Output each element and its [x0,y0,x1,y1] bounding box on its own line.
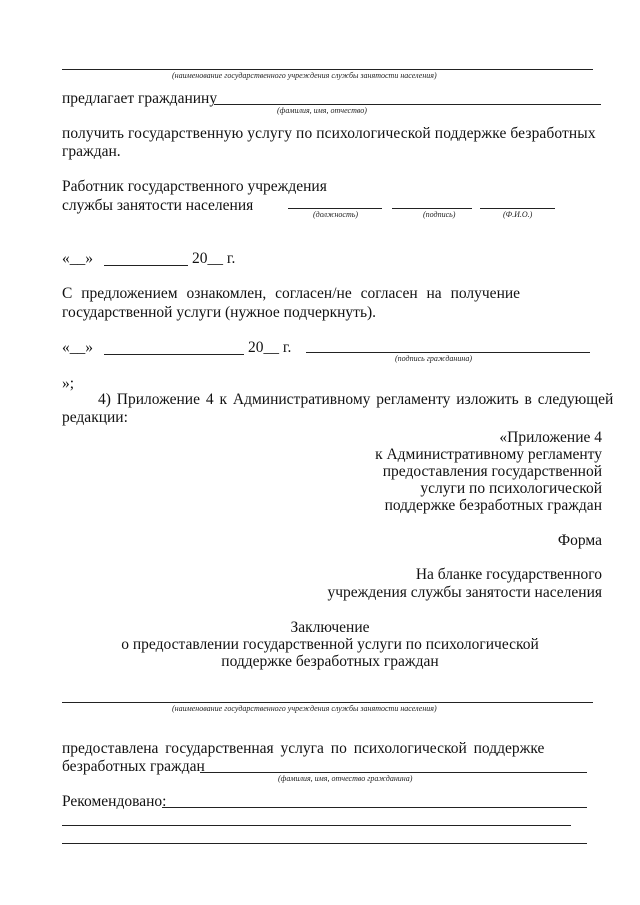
conclusion-subtitle-1: о предоставлении государственной услуги по психологической [121,636,539,653]
offers-label: предлагает гражданину [62,90,218,107]
blank-line-1: На бланке государственного [415,566,602,583]
recommended-label: Рекомендовано: [62,793,167,810]
appendix-line-1: «Приложение 4 [499,429,602,446]
date-open-2: «__» [62,339,93,356]
item4-line-1: 4) Приложение 4 к Административному регламенту изложить в следующей [98,391,614,408]
worker-line-2: службы занятости населения [62,197,254,214]
service-line-1: получить государственную услугу по психологической поддержке безработных [62,125,596,142]
conclusion-title: Заключение [290,619,370,636]
item4-line-2: редакции: [62,409,128,426]
date-open-1: «__» [62,250,93,267]
provided-line-1: предоставлена государственная услуга по психологической поддержке [62,740,545,757]
form-label: Форма [557,532,602,549]
fio-line [214,104,601,105]
signature-line [392,208,472,209]
recommended-line-2 [62,825,571,826]
consent-line-2: государственной услуги (нужное подчеркнуть). [62,304,377,321]
caption-citizen-signature: (подпись гражданина) [395,354,473,363]
caption-institution-bottom: (наименование государственного учреждения службы занятости населения) [172,704,437,713]
caption-fio-top: (фамилия, имя, отчество) [277,106,367,115]
date-year-2: 20__ г. [248,339,292,356]
caption-position: (должность) [313,210,359,219]
citizen-fio-line [200,772,587,773]
initials-line [480,208,555,209]
service-line-2: граждан. [62,143,121,160]
caption-citizen-fio: (фамилия, имя, отчество гражданина) [278,774,413,783]
caption-signature: (подпись) [423,210,456,219]
date-year-1: 20__ г. [192,250,236,267]
date-month-line-2 [104,354,244,355]
closing-quote: »; [62,375,75,392]
appendix-line-2: к Административному регламенту [375,446,602,463]
appendix-line-4: услуги по психологической [420,480,602,497]
worker-line-1: Работник государственного учреждения [62,178,327,195]
caption-institution-top: (наименование государственного учреждения службы занятости населения) [172,71,437,80]
citizen-signature-line [306,352,590,353]
appendix-line-5: поддержке безработных граждан [384,497,602,514]
caption-initials: (Ф.И.О.) [503,210,533,219]
conclusion-subtitle-2: поддержке безработных граждан [221,653,439,670]
institution-line-bottom [62,702,593,703]
date-month-line-1 [104,265,188,266]
consent-line-1: С предложением ознакомлен, согласен/не согласен на получение [62,285,521,302]
recommended-line-3 [62,843,587,844]
recommended-line-1 [162,807,587,808]
institution-line-top [62,69,593,70]
position-line [288,208,382,209]
appendix-line-3: предоставления государственной [382,463,602,480]
blank-line-2: учреждения службы занятости населения [327,584,602,601]
provided-line-2: безработных граждан [62,758,205,775]
